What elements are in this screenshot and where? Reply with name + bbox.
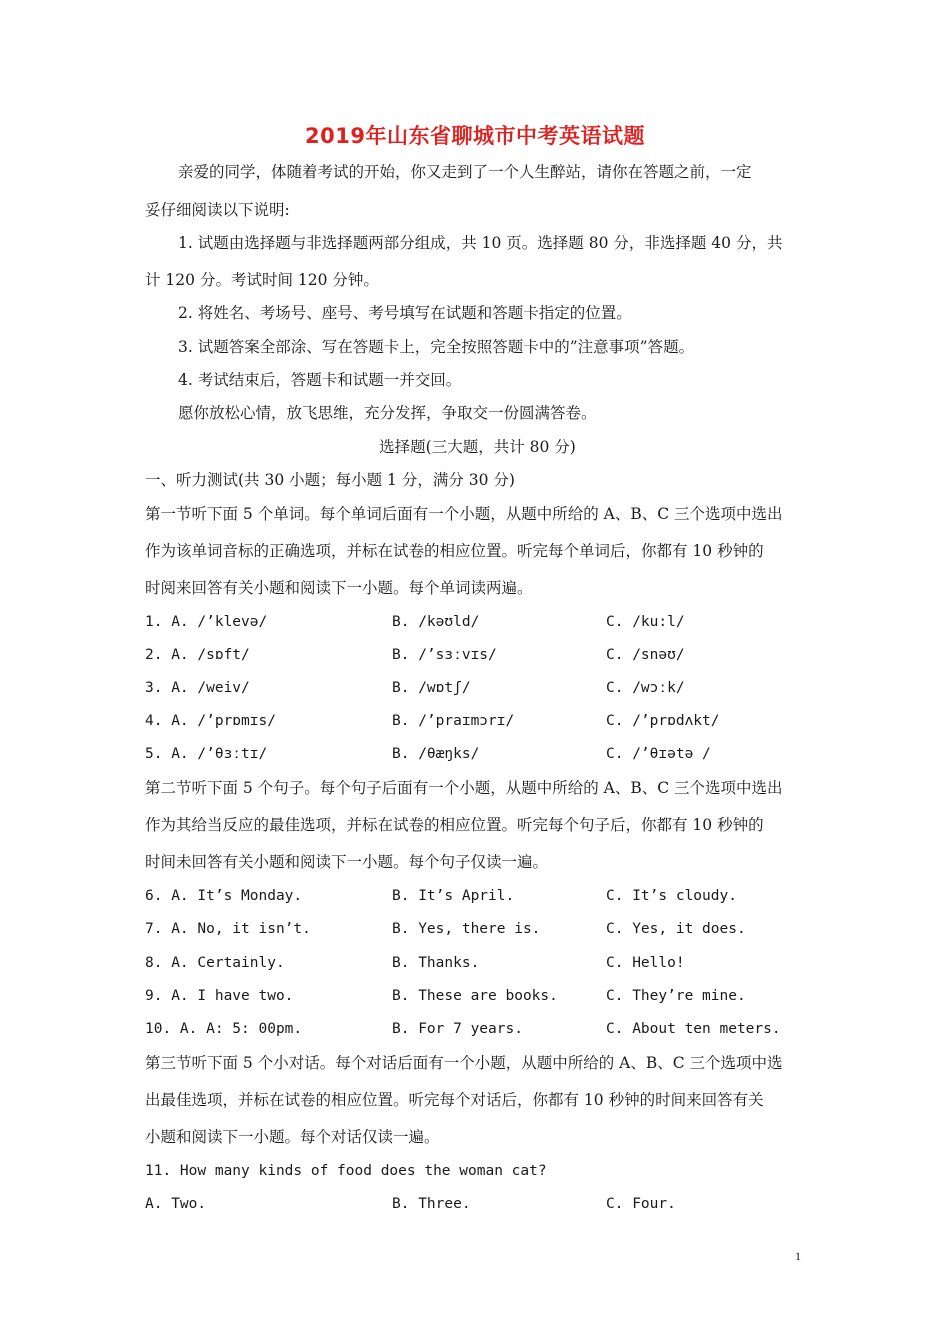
wish-line: 愿你放松心情，放飞思维，充分发挥，争取交一份圆满答卷。 xyxy=(178,404,597,422)
option-c: C. Yes, it does. xyxy=(606,921,746,937)
option-b: B. /kəʊld/ xyxy=(392,614,480,630)
option-a: A. Two. xyxy=(145,1196,207,1212)
option-b: B. Thanks. xyxy=(392,955,480,971)
option-a: 5. A. /’θɜːtɪ/ xyxy=(145,746,268,762)
intro-line: 妥仔细阅读以下说明: xyxy=(145,201,290,219)
option-b: B. These are books. xyxy=(392,988,558,1004)
option-c: C. About ten meters. xyxy=(606,1021,781,1037)
option-c: C. /wɔːk/ xyxy=(606,680,685,696)
option-a: 2. A. /sɒft/ xyxy=(145,647,250,663)
option-b: B. /’sɜːvɪs/ xyxy=(392,647,497,663)
rule-1-line: 计 120 分。考试时间 120 分钟。 xyxy=(145,271,379,289)
option-a: 3. A. /weiv/ xyxy=(145,680,250,696)
section-2-instruction: 作为其给当反应的最佳选项，并标在试卷的相应位置。听完每个句子后，你都有 10 秒钟的 xyxy=(145,816,764,834)
section-2-instruction: 第二节听下面 5 个句子。每个句子后面有一个小题，从题中所给的 A、B、C 三个选项中选出 xyxy=(145,779,783,797)
rule-3: 3. 试题答案全部涂、写在答题卡上，完全按照答题卡中的”注意事项”答题。 xyxy=(178,338,695,356)
option-a: 4. A. /’prɒmɪs/ xyxy=(145,713,276,729)
option-b: B. /wɒtʃ/ xyxy=(392,680,471,696)
section-3-instruction: 出最佳选项，并标在试卷的相应位置。听完每个对话后，你都有 10 秒钟的时间来回答有关 xyxy=(145,1091,764,1109)
option-a: 1. A. /’klevə/ xyxy=(145,614,268,630)
section-2-instruction: 时间未回答有关小题和阅读下一小题。每个句子仅读一遍。 xyxy=(145,853,549,871)
option-b: B. For 7 years. xyxy=(392,1021,523,1037)
option-a: 7. A. No, it isn’t. xyxy=(145,921,311,937)
option-b: B. It’s April. xyxy=(392,888,515,904)
rule-4: 4. 考试结束后，答题卡和试题一并交回。 xyxy=(178,371,462,389)
page-title: 2019年山东省聊城市中考英语试题 xyxy=(305,124,645,148)
option-c: C. It’s cloudy. xyxy=(606,888,737,904)
section-1-instruction: 第一节听下面 5 个单词。每个单词后面有一个小题，从题中所给的 A、B、C 三个选项中选出 xyxy=(145,505,783,523)
intro-line: 亲爱的同学，体随着考试的开始，你又走到了一个人生醉站，请你在答题之前，一定 xyxy=(178,163,752,181)
part-heading: 一、听力测试(共 30 小题；每小题 1 分，满分 30 分) xyxy=(145,471,515,489)
option-c: C. Hello! xyxy=(606,955,685,971)
option-c: C. They’re mine. xyxy=(606,988,746,1004)
option-a: 9. A. I have two. xyxy=(145,988,294,1004)
question-11: 11. How many kinds of food does the woman cat? xyxy=(145,1163,547,1179)
page-number: 1 xyxy=(795,1249,801,1263)
option-c: C. /’prɒdʌkt/ xyxy=(606,713,720,729)
option-c: C. /ku:l/ xyxy=(606,614,685,630)
option-b: B. Three. xyxy=(392,1196,471,1212)
option-c: C. Four. xyxy=(606,1196,676,1212)
section-3-instruction: 第三节听下面 5 个小对话。每个对话后面有一个小题，从题中所给的 A、B、C 三个选项中选 xyxy=(145,1054,783,1072)
option-b: B. /θæŋks/ xyxy=(392,746,480,762)
rule-1-line: 1. 试题由选择题与非选择题两部分组成，共 10 页。选择题 80 分，非选择题 40 分，共 xyxy=(178,234,783,252)
option-c: C. /’θɪətə / xyxy=(606,746,711,762)
option-b: B. /’praɪmɔrɪ/ xyxy=(392,713,515,729)
rule-2: 2. 将姓名、考场号、座号、考号填写在试题和答题卡指定的位置。 xyxy=(178,304,632,322)
section-1-instruction: 作为该单词音标的正确选项，并标在试卷的相应位置。听完每个单词后，你都有 10 秒钟的 xyxy=(145,542,764,560)
section-heading: 选择题(三大题，共计 80 分) xyxy=(379,438,576,456)
option-a: 8. A. Certainly. xyxy=(145,955,285,971)
option-b: B. Yes, there is. xyxy=(392,921,541,937)
option-a: 10. A. A: 5: 00pm. xyxy=(145,1021,303,1037)
option-a: 6. A. It’s Monday. xyxy=(145,888,303,904)
option-c: C. /snəʊ/ xyxy=(606,647,685,663)
section-1-instruction: 时阅来回答有关小题和阅读下一小题。每个单词读两遍。 xyxy=(145,579,533,597)
section-3-instruction: 小题和阅读下一小题。每个对话仅读一遍。 xyxy=(145,1128,440,1146)
